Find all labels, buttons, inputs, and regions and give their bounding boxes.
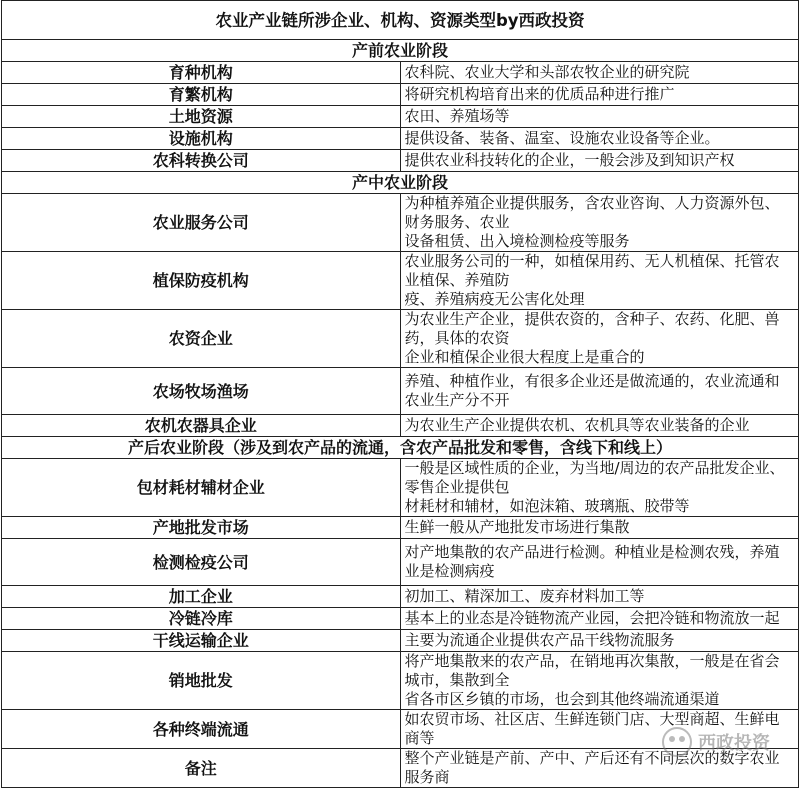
row-value: 如农贸市场、社区店、生鲜连锁门店、大型商超、生鲜电商等 — [400, 710, 799, 749]
row-key: 育种机构 — [2, 62, 401, 84]
row-value: 主要为流通企业提供农产品干线物流服务 — [400, 630, 799, 652]
row-key: 冷链冷库 — [2, 608, 401, 630]
row-key: 农资企业 — [2, 310, 401, 368]
row-value: 对产地集散的农产品进行检测。种植业是检测农残，养殖业是检测病疫 — [400, 539, 799, 586]
section-pre-production: 产前农业阶段 — [2, 40, 799, 62]
row-value: 生鲜一般从产地批发市场进行集散 — [400, 517, 799, 539]
row-key: 设施机构 — [2, 128, 401, 150]
row-key: 农机农器具企业 — [2, 415, 401, 437]
row-value: 整个产业链是产前、产中、产后还有不同层次的数字农业服务商 — [400, 749, 799, 788]
row-key: 土地资源 — [2, 106, 401, 128]
row-value: 初加工、精深加工、废弃材料加工等 — [400, 586, 799, 608]
row-value: 提供设备、装备、温室、设施农业设备等企业。 — [400, 128, 799, 150]
row-value: 农业服务公司的一种，如植保用药、无人机植保、托管农业植保、养殖防 疫、养殖病疫无公害化处理 — [400, 252, 799, 310]
row-key: 育繁机构 — [2, 84, 401, 106]
row-key: 备注 — [2, 749, 401, 788]
row-key: 农科转换公司 — [2, 150, 401, 172]
section-post-production: 产后农业阶段（涉及到农产品的流通，含农产品批发和零售，含线下和线上） — [2, 437, 799, 459]
row-key: 农场牧场渔场 — [2, 368, 401, 415]
row-value: 将产地集散来的农产品，在销地再次集散，一般是在省会城市，集散到全 省各市区乡镇的市场，也会到其他终端流通渠道 — [400, 652, 799, 710]
row-key: 各种终端流通 — [2, 710, 401, 749]
row-value: 为农业生产企业，提供农资的，含种子、农药、化肥、兽药，具体的农资 企业和植保企业很大程度上是重合的 — [400, 310, 799, 368]
section-mid-production: 产中农业阶段 — [2, 172, 799, 194]
row-value: 一般是区域性质的企业，为当地/周边的农产品批发企业、零售企业提供包 材耗材和辅材，如泡沫箱、玻璃瓶、胶带等 — [400, 459, 799, 517]
row-value: 为种植养殖企业提供服务，含农业咨询、人力资源外包、财务服务、农业 设备租赁、出入境检测检疫等服务 — [400, 194, 799, 252]
industry-chain-table — [1, 0, 799, 788]
row-value: 将研究机构培育出来的优质品种进行推广 — [400, 84, 799, 106]
watermark-text: 西政投资 — [698, 729, 770, 755]
row-value: 为农业生产企业提供农机、农机具等农业装备的企业 — [400, 415, 799, 437]
row-key: 检测检疫公司 — [2, 539, 401, 586]
row-key: 销地批发 — [2, 652, 401, 710]
row-key: 包材耗材辅材企业 — [2, 459, 401, 517]
row-key: 农业服务公司 — [2, 194, 401, 252]
row-value: 基本上的业态是冷链物流产业园，会把冷链和物流放一起 — [400, 608, 799, 630]
row-key: 加工企业 — [2, 586, 401, 608]
table-title: 农业产业链所涉企业、机构、资源类型by西政投资 — [2, 1, 799, 40]
row-key: 产地批发市场 — [2, 517, 401, 539]
row-value: 农田、养殖场等 — [400, 106, 799, 128]
row-value: 提供农业科技转化的企业，一般会涉及到知识产权 — [400, 150, 799, 172]
row-key: 干线运输企业 — [2, 630, 401, 652]
row-value: 养殖、种植作业，有很多企业还是做流通的，农业流通和农业生产分不开 — [400, 368, 799, 415]
row-value: 农科院、农业大学和头部农牧企业的研究院 — [400, 62, 799, 84]
row-key: 植保防疫机构 — [2, 252, 401, 310]
